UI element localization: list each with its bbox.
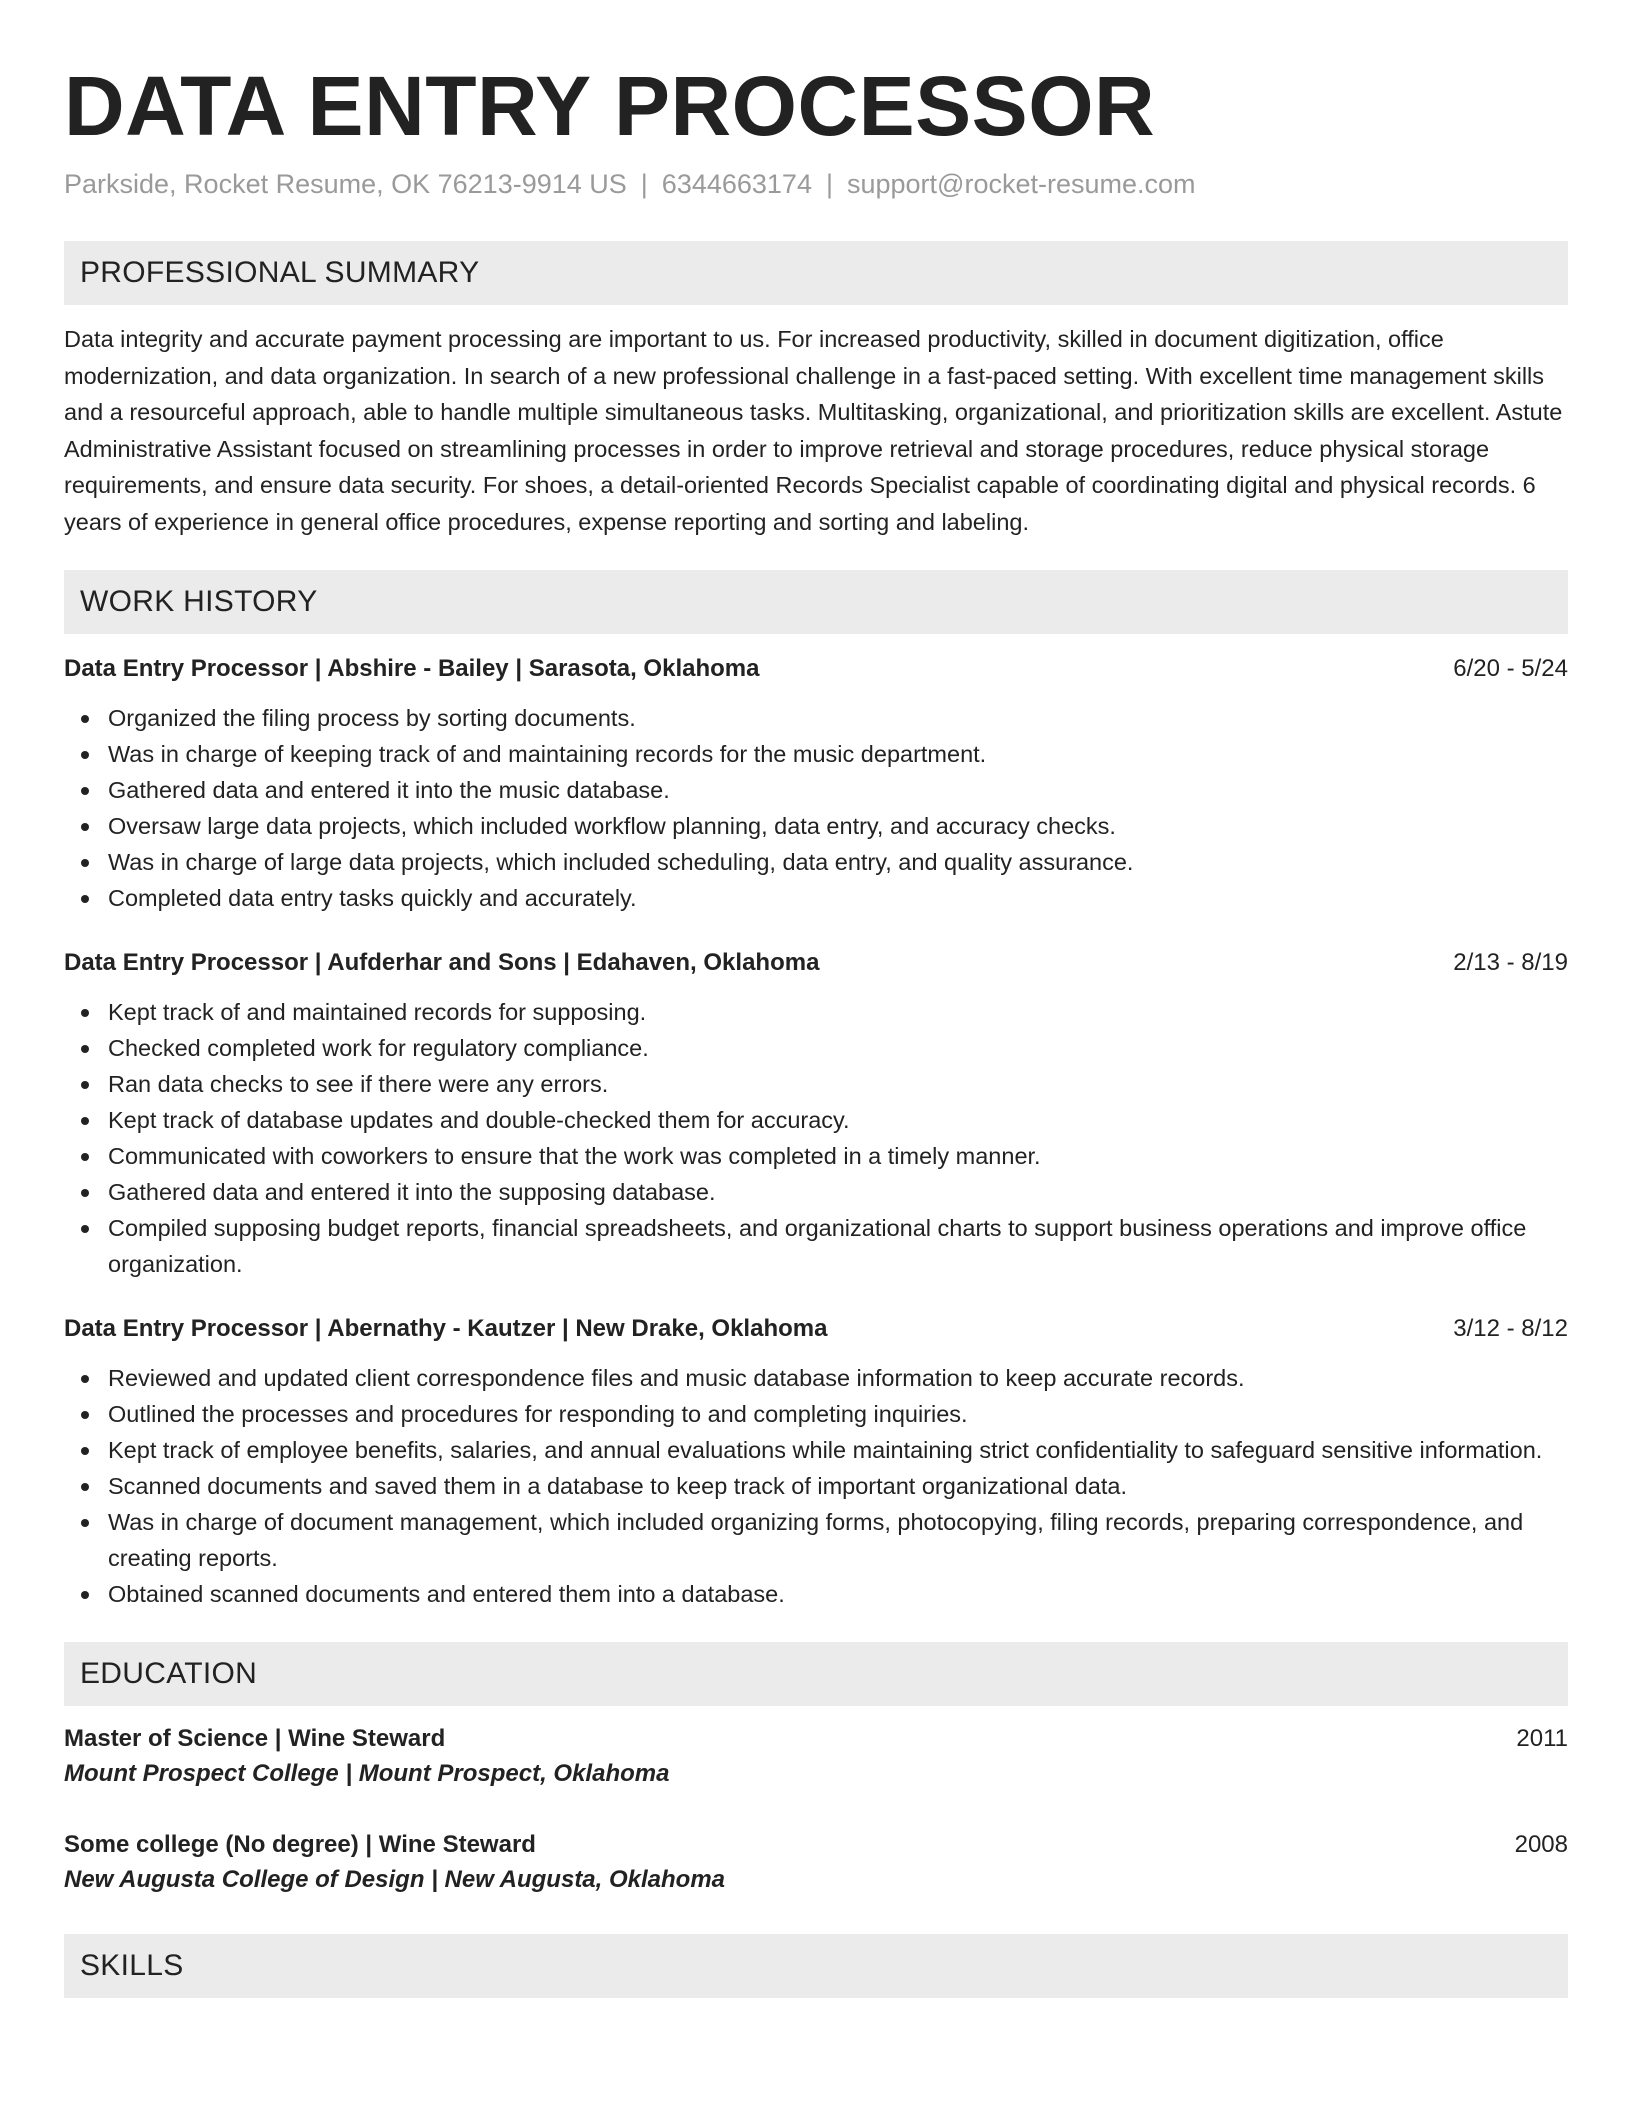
education-year: 2008 <box>1514 1831 1568 1858</box>
list-item: Scanned documents and saved them in a database to keep track of important organizational data. <box>64 1468 1568 1504</box>
list-item: Was in charge of large data projects, which included scheduling, data entry, and quality assurance. <box>64 844 1568 880</box>
section-header-work-history <box>64 570 1568 634</box>
job-title: Data Entry Processor | Abernathy - Kautzer | New Drake, Oklahoma <box>64 1315 828 1342</box>
list-item: Organized the filing process by sorting documents. <box>64 700 1568 736</box>
list-item: Completed data entry tasks quickly and accurately. <box>64 880 1568 916</box>
list-item: Communicated with coworkers to ensure that the work was completed in a timely manner. <box>64 1138 1568 1174</box>
resume-page <box>64 0 1568 1998</box>
education-entry <box>64 1722 1568 1792</box>
list-item: Kept track of employee benefits, salaries, and annual evaluations while maintaining strict confidentiality to safeguard sensitive information. <box>64 1432 1568 1468</box>
contact-separator: | <box>640 169 648 199</box>
education-header <box>64 1828 1568 1862</box>
section-title: EDUCATION <box>80 1657 258 1690</box>
job-dates: 2/13 - 8/19 <box>1453 949 1568 976</box>
job-title: Data Entry Processor | Abshire - Bailey | Sarasota, Oklahoma <box>64 655 760 682</box>
education-year: 2011 <box>1516 1725 1568 1752</box>
job-header <box>64 1312 1568 1346</box>
job-entry <box>64 946 1568 1282</box>
contact-email: support@rocket-resume.com <box>846 169 1196 199</box>
list-item: Kept track of and maintained records for supposing. <box>64 994 1568 1030</box>
list-item: Oversaw large data projects, which included workflow planning, data entry, and accuracy checks. <box>64 808 1568 844</box>
job-duties <box>64 994 1568 1282</box>
section-title: PROFESSIONAL SUMMARY <box>80 256 480 289</box>
list-item: Kept track of database updates and double-checked them for accuracy. <box>64 1102 1568 1138</box>
list-item: Was in charge of keeping track of and maintaining records for the music department. <box>64 736 1568 772</box>
list-item: Checked completed work for regulatory compliance. <box>64 1030 1568 1066</box>
list-item: Gathered data and entered it into the supposing database. <box>64 1174 1568 1210</box>
job-header <box>64 946 1568 980</box>
job-title: Data Entry Processor | Aufderhar and Sons | Edahaven, Oklahoma <box>64 949 820 976</box>
education-entry <box>64 1828 1568 1898</box>
education-degree: Some college (No degree) | Wine Steward <box>64 1831 536 1858</box>
list-item: Ran data checks to see if there were any errors. <box>64 1066 1568 1102</box>
summary-text: Data integrity and accurate payment processing are important to us. For increased productivity, skilled in document digitization, office modernization, and data organization. In search of a new professional challenge in a fast-paced setting. With excellent time management skills and a resourceful approach, able to handle multiple simultaneous tasks. Multitasking, organizational, and prioritization skills are excellent. Astute Administrative Assistant focused on streamlining processes in order to improve retrieval and storage procedures, reduce physical storage requirements, and ensure data security. For shoes, a detail-oriented Records Specialist capable of coordinating digital and physical records. 6 years of experience in general office procedures, expense reporting and sorting and labeling. <box>64 326 1563 535</box>
section-header-education <box>64 1642 1568 1706</box>
job-header <box>64 652 1568 686</box>
list-item: Obtained scanned documents and entered them into a database. <box>64 1576 1568 1612</box>
section-header-summary <box>64 241 1568 305</box>
education-header <box>64 1722 1568 1756</box>
education-degree: Master of Science | Wine Steward <box>64 1725 446 1752</box>
job-dates: 3/12 - 8/12 <box>1453 1315 1568 1342</box>
job-dates: 6/20 - 5/24 <box>1453 655 1568 682</box>
list-item: Compiled supposing budget reports, financial spreadsheets, and organizational charts to support business operations and improve office organization. <box>64 1210 1568 1282</box>
job-entry <box>64 1312 1568 1612</box>
job-entry <box>64 652 1568 916</box>
section-title: SKILLS <box>80 1949 184 1982</box>
job-duties <box>64 700 1568 916</box>
section-header-skills <box>64 1934 1568 1998</box>
resume-name: DATA ENTRY PROCESSOR <box>64 59 1156 153</box>
job-duties <box>64 1360 1568 1612</box>
list-item: Gathered data and entered it into the music database. <box>64 772 1568 808</box>
section-title: WORK HISTORY <box>80 585 318 618</box>
contact-separator: | <box>825 169 833 199</box>
education-school: New Augusta College of Design | New Augusta, Oklahoma <box>64 1866 726 1893</box>
list-item: Outlined the processes and procedures for responding to and completing inquiries. <box>64 1396 1568 1432</box>
contact-address: Parkside, Rocket Resume, OK 76213-9914 US <box>64 169 627 199</box>
education-school: Mount Prospect College | Mount Prospect, Oklahoma <box>64 1760 670 1787</box>
list-item: Was in charge of document management, which included organizing forms, photocopying, filing records, preparing correspondence, and creating reports. <box>64 1504 1568 1576</box>
list-item: Reviewed and updated client correspondence files and music database information to keep accurate records. <box>64 1360 1568 1396</box>
contact-phone: 6344663174 <box>661 169 812 199</box>
contact-line <box>64 166 1568 202</box>
